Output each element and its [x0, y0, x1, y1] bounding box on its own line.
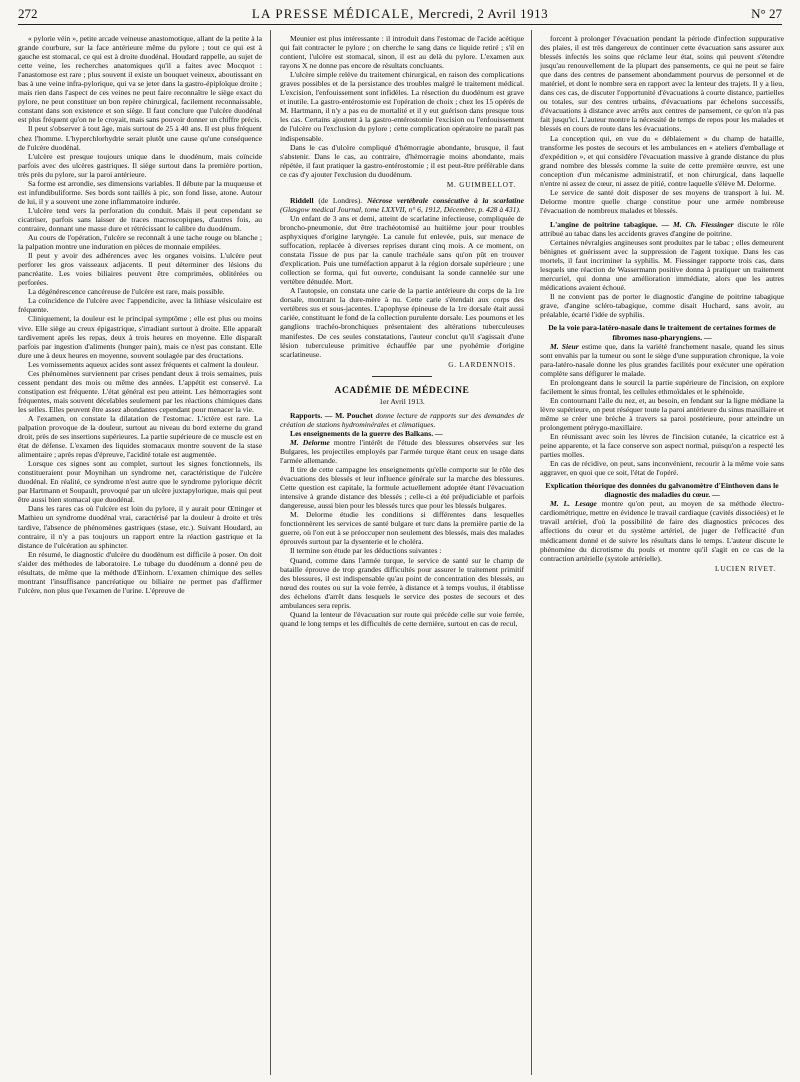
paragraph: M. Delorme étudie les conditions si différentes dans lesquelles fonctionnèrent les services de santé bulgare et turc dans la première partie de la guerre, où l'on eut à se préoccuper non seulement des blessés, mais des malades éprouvés surtout par la dysenterie et le choléra. — [280, 510, 524, 547]
speaker: M. Delorme — [290, 437, 330, 447]
paragraph: En cas de récidive, on peut, sans inconvénient, recourir à la même voie sans aggraver, en quoi que ce soit, l'état de l'opéré. — [540, 459, 784, 478]
journal-title — [18, 6, 782, 22]
paragraph: « pylorie véin », petite arcade veineuse anastomotique, allant de la petite à la grande courbure, sur la face antérieure même du pylore ; tout ce qui est à gauche est stomacal, ce qui est à droite duodénal. Houdard rappelle, au sujet de cette veine, les recherches anatomiques qu'il a faites avec Mocquot : l'anastomose est rare ; plus souvent il existe un bouquet veineux, aboutissant en bas à une veine infra-pylorique, qui va se jeter dans la gastro-épiploïque droite ; mais rien dans l'aspect de ces veines ne peut faire reconnaître le siège exact du pylore, ne peut constituer un bon repère chirurgical, facilement reconnaissable, constant dans son existence et son siège. Il faut conclure que l'ulcère duodénal est plus fréquent qu'on ne le croyait, mais sans pouvoir donner un chiffre précis. — [18, 34, 262, 125]
ref-title: Nécrose vertébrale consécutive à la scarlatine — [366, 195, 524, 205]
paragraph: A l'autopsie, on constata une carie de la partie antérieure du corps de la 1re dorsale, montrant la dure-mère à nu. Cette carie s'étendait aux corps des vertèbres sus et sous-jacentes. L'apophyse épineuse de la 1re dorsale était aussi cariée, constituant le fond de la collection purulente dorsale. Les poumons et les ganglions trachéo-bronchiques présentaient des altérations tuberculeuses manifestes. De ces seules constatations, l'auteur conclut qu'il s'agissait d'une lésion tuberculeuse primitive échauffée par une pyohémie d'origine scarlatineuse. — [280, 286, 524, 359]
section-title: ACADÉMIE DE MÉDECINE — [334, 385, 470, 396]
issue-date: Mercredi, 2 Avril 1913 — [418, 6, 549, 21]
paragraph: Il tire de cette campagne les enseignements qu'elle comporte sur le rôle des évacuations des blessés et leur influence générale sur la marche des blessures. Cette question est capitale, la formule actuellement adoptée étant l'évacuation intensive à grande distance des blessés ; celle-ci a été préjudiciable et parfois dangereuse, aussi bien pour les blessés turcs que pour les blessés bulgares. — [280, 465, 524, 511]
ref-location: (de Londres). — [318, 195, 363, 205]
paragraph-text: estime que, dans la variété franchement nasale, quand les sinus sont envahis par la tumeur ou sont le siège d'une suppuration chronique, la voie para-latéro-nasale donne les plus grandes facilités pour exécuter une opération complète sans défigurer le malade. — [540, 341, 784, 378]
paragraph: L'ulcère tend vers la perforation du conduit. Mais il peut cependant se cicatriser, parfois sans laisser de traces macroscopiques, d'autres fois, au contraire, donnant une masse dure et rétrécissant le calibre du duodénum. — [18, 205, 262, 233]
paragraph: Un enfant de 3 ans et demi, atteint de scarlatine infectieuse, compliquée de broncho-pneumonie, dut être trachéotomisé au huitième jour pour troubles asphyxiques d'origine laryngée. La canule fut enlevée, puis, sur menace de suffocation, replacée à diverses reprises durant cinq mois. A ce moment, on constata l'issue de pus par la canule trachéale sans qu'on pût en trouver d'explication. Puis une tuméfaction apparut à la région dorsale supérieure ; une collection se forma, qui fut ouverte, conduisant la sonde cannelée sur une vertèbre dénudée. Mort. — [280, 213, 524, 287]
paragraph: En résumé, le diagnostic d'ulcère du duodénum est difficile à poser. On doit s'aider des méthodes de laboratoire. Le tubage du duodénum a donné peu de résultats, de même que la méthode d'Einhorn. L'examen chimique des selles montrant l'insuffisance pancréatique ou biliaire ne permet pas d'affirmer l'ulcère, non plus que l'examen de l'urine. L'épreuve de — [18, 549, 262, 595]
journal-name: LA PRESSE MÉDICALE, — [251, 6, 415, 21]
author-signature: LUCIEN RIVET. — [715, 564, 776, 573]
paragraph — [540, 499, 784, 562]
paragraph: Quand, comme dans l'armée turque, le service de santé sur le champ de bataille éprouve de trop grandes difficultés pour assurer le traitement primitif des blessures, il est indispensable qu'au point de concentration des blessés, au nœud des routes ou sur la voie ferrée, à distance et à temps voulus, il établisse des échelons d'arrêt dans lesquels le service des postes de secours et des ambulances sera repris. — [280, 555, 524, 610]
paragraph: La conception qui, en vue du « déblaiement » du champ de bataille, transforme les postes de secours et les ambulances en « ateliers d'emballage et d'expédition », et qui considère l'évacuation massive à grande distance du plus grand nombre des blessés comme la suite de cette première œuvre, est une conception d'un mécanisme administratif, et non chirurgical, dans laquelle n'entre ni assez de cœur, ni assez de pitié, contre laquelle s'élève M. Delorme. — [540, 133, 784, 188]
column-divider — [531, 30, 532, 1075]
header-rule — [18, 24, 782, 25]
paragraph: L'ulcère est presque toujours unique dans le duodénum, mais coïncide parfois avec des ulcères gastriques. Il siège surtout dans la première portion, très près du pylore, sur la paroi antérieure. — [18, 151, 262, 179]
paragraph: En contournant l'aile du nez, et, au besoin, en fendant sur la ligne médiane la lèvre supérieure, on peut réséquer toute la paroi antérieure du sinus maxillaire et même se créer une brèche à travers sa paroi postérieure, pour atteindre un prolongement ptérygo-maxillaire. — [540, 395, 784, 432]
paragraph: Quand la lenteur de l'évacuation sur route qui précède celle sur voie ferrée, quand le long temps et les difficultés de cette dernière, surtout en cas de recul, — [280, 609, 524, 628]
subheading: Les enseignements de la guerre des Balkans. — — [290, 428, 443, 438]
column-1 — [18, 34, 262, 1074]
subheading: Rapports. — M. Pouchet — [290, 410, 373, 420]
paragraph: Lorsque ces signes sont au complet, surtout les signes fonctionnels, ils constitueraient pour Moynihan un syndrome net, caractéristique de l'ulcère duodénal. En réalité, ce syndrome n'est autre que le syndrome pylorique décrit par Hartmann et Soupault, provoqué par un ulcère juxtapylorique, mais qui peut être aussi bien stomacal que duodénal. — [18, 459, 262, 505]
paragraph: Ces phénomènes surviennent par crises pendant deux à trois semaines, puis cessent pendant des mois ou même des années. L'appétit est conservé. La constipation est fréquente. L'état général est peu atteint. Les hémorragies sont fréquentes, mais souvent décelables seulement par les réactions chimiques dans les selles. Elles peuvent être assez abondantes cependant pour menacer la vie. — [18, 368, 262, 414]
review-reference — [280, 196, 524, 214]
speaker: M. L. Lesage — [550, 499, 597, 509]
paragraph — [280, 411, 524, 429]
issue-number: N° 27 — [751, 6, 782, 21]
paragraph: En réunissant avec soin les lèvres de l'incision cutanée, la cicatrice est à peine apparente, et la face conserve son aspect normal, puisqu'on a respecté les parties molles. — [540, 432, 784, 460]
paragraph — [540, 220, 784, 238]
paragraph — [540, 342, 784, 378]
paragraph: L'ulcère simple relève du traitement chirurgical, en raison des complications graves possibles et de la persistance des troubles malgré le traitement médical. L'excision, l'enfouissement sont infidèles. La résection du duodénum est grave et inutile. La gastro-entérostomie est l'opération de choix ; chez les 15 opérés de M. Hartmann, il n'y a pas eu de mortalité et il y eut guérison dans presque tous les cas. Certains ajoutent à la gastro-entérostomie l'excision ou l'enfouissement de l'ulcère ou l'exclusion du pylore ; cette complication opératoire ne paraît pas indispensable. — [280, 70, 524, 143]
ref-author: Riddell — [290, 195, 314, 205]
column-divider — [270, 30, 271, 1075]
paragraph: En prolongeant dans le sourcil la partie supérieure de l'incision, on explore facilement le sinus frontal, les cellules ethmoïdales et le sphénoïde. — [540, 377, 784, 396]
paragraph: Il peut s'observer à tout âge, mais surtout de 25 à 40 ans. Il est plus fréquent chez l'homme. L'hyperchlorhydrie serait plutôt une cause qu'une conséquence de l'ulcère duodénal. — [18, 124, 262, 152]
ref-journal: (Glasgow medical Journal, tome LXXVII, n° 6, 1912, Décembre, p. 428 à 431). — [280, 204, 521, 214]
speaker: M. Sieur — [550, 341, 579, 351]
column-3 — [540, 34, 784, 1074]
paragraph: Le service de santé doit disposer de ses moyens de transport à lui. M. Delorme montre quelle charge constitue pour une armée nombreuse l'évacuation de nombreux malades et blessés. — [540, 187, 784, 215]
paragraph: La dégénérescence cancéreuse de l'ulcère est rare, mais possible. — [28, 287, 225, 297]
author-signature: G. LARDENNOIS. — [448, 360, 516, 369]
page-header — [18, 4, 782, 26]
paragraph-text: donne lecture de rapports sur des demandes de création de stations hydrominérales et climatiques. — [280, 410, 524, 429]
speaker: M. Ch. Fiessinger — [673, 219, 734, 229]
paragraph: Sa forme est arrondie, ses dimensions variables. Il débute par la muqueuse et est infundibuliforme. Ses bords sont taillés à pic, son fond lisse, atone. Autour de lui, il y a souvent une zone inflammatoire indurée. — [18, 178, 262, 206]
paragraph: Il ne convient pas de porter le diagnostic d'angine de poitrine tabagique grave, d'angine scléro-tabagique, comme disait Huchard, sans avoir, au préalable, écarté l'idée de syphilis. — [540, 292, 784, 320]
page-number: 272 — [18, 6, 38, 21]
subheading: Explication théorique des données du galvanomètre d'Einthoven dans le diagnostic des maladies du cœur. — — [545, 481, 779, 500]
paragraph: Il peut y avoir des adhérences avec les organes voisins. L'ulcère peut perforer les gros vaisseaux adjacents. Il peut déterminer des lésions du pancréatite. Les voies biliaires peuvent être comprimées, oblitérées ou perforées. — [18, 251, 262, 288]
author-signature: M. GUIMBELLOT. — [446, 180, 516, 189]
paragraph: forcent à prolonger l'évacuation pendant la période d'infection suppurative des plaies, il est très dangereux de continuer cette évacuation sans assurer aux blessés infectés les soins que réclame leur état, soins qui peuvent s'étendre jusqu'au renouvellement de la plupart des pansements, ce qui ne peut se faire que dans des centres de pansement abondamment pourvus de personnel et de matériel, et dont le nombre sera en rapport avec la lenteur des trajets. Il y a lieu, dans ces cas, de discuter l'opportunité d'évacuations à courte distance, partielles ou totales, sur des centres urbains, d'évacuations par échelons successifs, d'évacuations à distance avec arrêts aux centres de pansement, ce qu'on n'a pas fait jusqu'ici. L'auteur montre la nécessité de temps de repos pour les malades et blessés en cours de route dans les évacuations. — [540, 34, 784, 134]
subheading: L'angine de poitrine tabagique. — — [550, 219, 670, 229]
section-date: 1er Avril 1913. — [379, 396, 425, 406]
subheading: De la voie para-latéro-nasale dans le traitement de certaines formes de fibromes naso-pharyngiens. — — [548, 323, 776, 342]
paragraph: Dans les rares cas où l'ulcère est loin du pylore, il y aurait pour Œttinger et Mathieu un syndrome duodénal vrai, caractérisé par la douleur à droite et très tardive, l'absence de phénomènes gastriques (stase, etc.). Suivant Houdard, au contraire, il n'y a pas toujours un rapport entre la réaction gastrique et la distance de l'ulcération au sphincter. — [18, 504, 262, 550]
paragraph-text: montre qu'on peut, au moyen de sa méthode électro-cardiométrique, mettre en évidence le travail cardiaque (cavités dissociées) et le travail artériel, d'où la possibilité de faire des diagnostics précoces des affections du cœur et du système artériel, de juger de l'efficacité d'un médicament donné et de suivre les résultats dans le temps. L'auteur discute le phénomène du dicrotisme du pouls et montre qu'il s'agit en ce cas de la contraction artérielle (systole artérielle). — [540, 499, 784, 563]
paragraph: Certaines névralgies angineuses sont produites par le tabac ; elles demeurent bénignes et guérissent avec la suppression de l'agent toxique. Dans les cas mortels, il faut incriminer la syphilis. M. Fiessinger rapporte trois cas, dans lesquels une réaction de Wassermann positive donna à pratiquer un traitement mercuriel, qui donna une amélioration immédiate, alors que les autres médications avaient échoué. — [540, 238, 784, 293]
paragraph: Dans le cas d'ulcère compliqué d'hémorragie abondante, brusque, il faut s'abstenir. Dans le cas, au contraire, d'hémorragie moins abondante, mais répétée, il faut pratiquer la gastro-entérostomie ; il est peut-être préférable dans ce cas d'y ajouter l'exclusion du duodénum. — [280, 142, 524, 179]
paragraph: Les vomissements aqueux acides sont assez fréquents et calment la douleur. — [28, 359, 259, 369]
paragraph-text: discute le rôle attribué au tabac dans les accidents graves d'angine de poitrine. — [540, 219, 784, 238]
paragraph-text: montre l'intérêt de l'étude des blessures observées sur les Bulgares, les projectiles employés par l'armée turque étant ceux en usage dans l'armée allemande. — [280, 437, 524, 466]
paragraph — [280, 438, 524, 465]
paragraph: Il termine son étude par les déductions suivantes : — [290, 546, 442, 556]
paragraph: Au cours de l'opération, l'ulcère se reconnaît à une tache rouge ou blanche ; la palpation montre une induration en pièces de monnaie empilées. — [18, 233, 262, 252]
paragraph: Cliniquement, la douleur est le principal symptôme ; elle est plus ou moins vive. Elle siège au creux épigastrique, s'irradiant surtout à droite. Elle apparaît tardivement après les repas, deux à trois heures en moyenne. Elle disparaît parfois par ingestion d'aliments (hunger pain), mais ce n'est pas constant. Elle dure une à deux heures en moyenne, souvent soulagée par des éructations. — [18, 314, 262, 360]
section-divider — [372, 376, 432, 377]
paragraph: La coïncidence de l'ulcère avec l'appendicite, avec la lithiase vésiculaire est fréquente. — [18, 296, 262, 315]
paragraph: Meunier est plus intéressante : il introduit dans l'estomac de l'acide acétique qui fait contracter le pylore ; on cherche le sang dans ce liquide retiré ; s'il en contient, l'ulcère est stomacal, sinon, il est au delà du pylore. L'examen aux rayons X ne donne pas encore de résultats concluants. — [280, 34, 524, 71]
column-2 — [280, 34, 524, 1074]
paragraph: A l'examen, on constate la dilatation de l'estomac. L'ictère est rare. La palpation provoque de la douleur, surtout au niveau du bord externe du grand droit, près de ses insertions supérieures. La partie supérieure de ce muscle est en état de défense. L'examen des liquides stomacaux montre souvent de la stase alimentaire ; après repas d'épreuve, l'acidité totale est augmentée. — [18, 413, 262, 460]
